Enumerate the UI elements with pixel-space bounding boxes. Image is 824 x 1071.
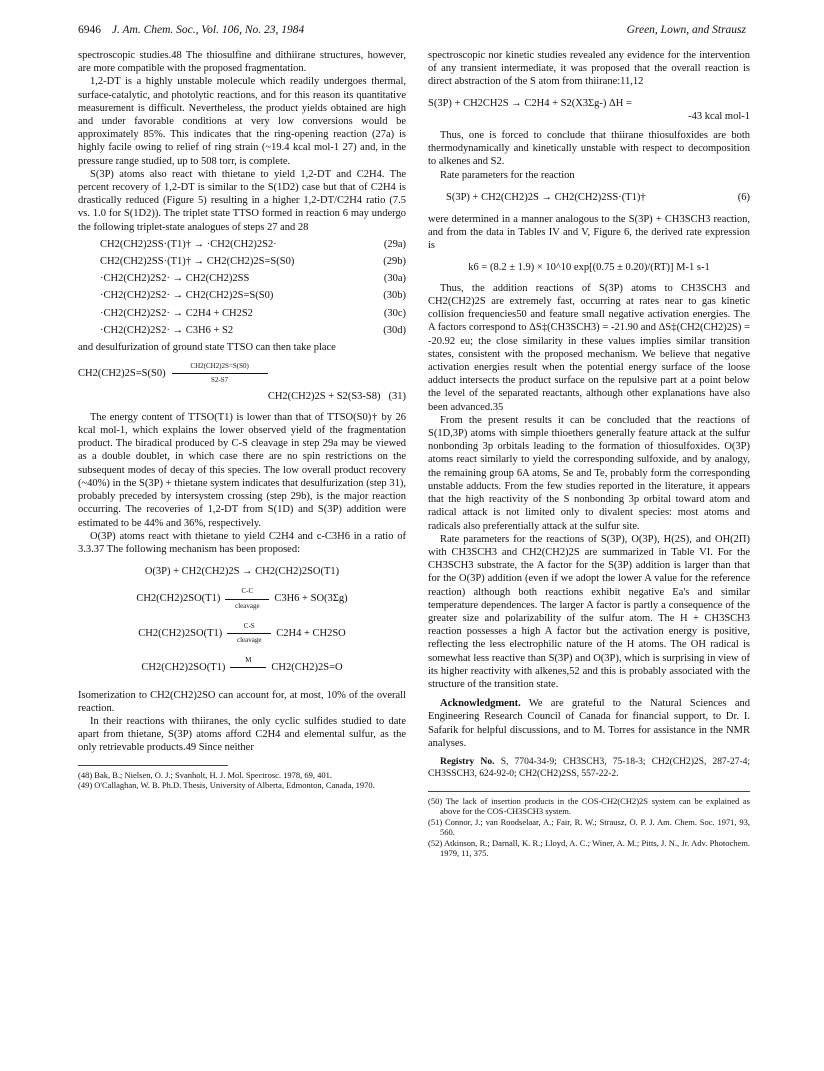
footnote: (49) O'Callaghan, W. B. Ph.D. Thesis, University of Alberta, Edmonton, Canada, 1970.	[78, 780, 375, 791]
footnote-divider	[78, 765, 228, 766]
acknowledgment-text: We are grateful to the Natural Sciences and Engineering Research Council of Canada for financial support, to Dr. I. Safarik for helpful discussions, and to M. Torres for assistance in the NMR analyses.	[428, 698, 750, 749]
paragraph: spectroscopic studies.48 The thiosulfine and dithiirane structures, however, are more compatible with the proposed fragmentation.	[78, 50, 406, 75]
rate-expression	[428, 261, 750, 274]
arrow-label-under: cleavage	[236, 635, 262, 644]
running-authors: Green, Lown, and Strausz	[626, 24, 746, 36]
acknowledgment-title: Acknowledgment.	[440, 698, 521, 710]
equation-number: (30a)	[383, 273, 406, 285]
paragraph: O(3P) atoms react with thietane to yield C2H4 and c-C3H6 in a ratio of 3.3.37 The following mechanism has been proposed:	[78, 530, 406, 555]
equation-body: ·CH2(CH2)2S2· → C3H6 + S2	[100, 324, 234, 336]
equation-body: ·CH2(CH2)2S2· → CH2(CH2)2S=S(S0)	[100, 290, 274, 302]
equation-body: CH2(CH2)2SS·(T1)† → CH2(CH2)2S=S(S0)	[100, 256, 295, 268]
paragraph: The energy content of TTSO(T1) is lower than that of TTSO(S0)† by 26 kcal mol-1, which explains the lower observed yield of the fragmentation product. The biradical produced by C-S cleavage in step 29a may be viewed as a double doublet, in which case there are no spin restrictions on the subsequent modes of decay of this species. The low overall product recovery (~40%) in the S(3P) + thietane system indicates that desulfurization (step 31), probably preceded by intersystem crossing (step 29b), is the major reaction occurring. The recoveries of 1,2-DT from S(1D) and S(3P) addition were estimated to be 44% and 36%, respectively.	[78, 411, 406, 529]
arrow-label-over: CH2(CH2)2S=S(S0)	[190, 362, 249, 371]
equation-rhs: C2H4 + CH2SO	[276, 627, 346, 639]
left-column	[78, 49, 406, 791]
equation-number: (30d)	[383, 324, 406, 336]
footnote: (51) Connor, J.; van Roodselaar, A.; Fair, R. W.; Strausz, O. P. J. Am. Chem. Soc. 1971, 93, 560.	[428, 816, 750, 838]
equation-body: S(3P) + CH2CH2S → C2H4 + S2(X3Σg-) ΔH =	[428, 97, 632, 109]
right-column	[428, 49, 750, 859]
equation-30b	[78, 289, 406, 302]
equation-body: ·CH2(CH2)2S2· → CH2(CH2)2SS	[100, 273, 250, 285]
registry-title: Registry No.	[440, 756, 495, 767]
equation-lhs: CH2(CH2)2SO(T1)	[141, 662, 226, 674]
paragraph: From the present results it can be concluded that the reactions of S(1D,3P) atoms with simple thioethers generally feature attack at the sulfur nonbonding 3p orbitals leading to the formation of thiosulfoxides. O(3P) atoms react similarly to yield the corresponding sulfoxide, and by analogy, the remaining group 6A atoms, Se and Te, probably form the corresponding unstable adducts. From the few studies reported in the literature, it appears that the high reactivity of the S nonbonding 3p orbital toward atom and radical attack is not limited only to divalent species: most atoms and radicals also preferentially attack at the sulfur site.	[428, 414, 750, 532]
arrow-label-over: M	[245, 656, 252, 665]
paragraph: Thus, the addition reactions of S(3P) atoms to CH3SCH3 and CH2(CH2)2S are extremely fast, occurring at rates near to gas kinetic collision frequencies50 and feature small negative activation energies. The A factors correspond to ΔS‡(CH3SCH3) = -21.90 and ΔS‡(CH2(CH2)2S) = -20.92 eu; the close similarity in these values implies similar transition states, consistent with the proposed mechanism. We believe that negative activation energies result when the potential energy surface of the loose adduct intersects the product surface on the repulsive part at a point below the level of the separated reactants, although other explanations have also been advanced.35	[428, 282, 750, 413]
equation-rhs: CH2(CH2)2S=O	[271, 662, 343, 674]
paragraph: spectroscopic nor kinetic studies revealed any evidence for the intervention of any transient intermediate, it was proposed that the overall reaction is direct abstraction of the S atom from thiirane:11,12	[428, 50, 750, 88]
equation-number: (31)	[388, 390, 406, 402]
running-header	[78, 24, 746, 42]
equation-6	[428, 191, 750, 204]
equation-rhs: CH2(CH2)2S + S2(S3-S8)	[267, 390, 381, 402]
equation-body: k6 = (8.2 ± 1.9) × 10^10 exp[(0.75 ± 0.20)/(RT)] M-1 s-1	[468, 261, 710, 273]
equation-number: (30b)	[383, 290, 406, 302]
equation-O1	[78, 565, 406, 578]
equation-number: (29a)	[383, 238, 406, 250]
equation-O2	[78, 585, 406, 612]
equation-thiirane-abstraction	[428, 97, 750, 123]
arrow-label-under: S2-S7	[211, 376, 229, 385]
journal-citation: J. Am. Chem. Soc., Vol. 106, No. 23, 1984	[111, 24, 305, 36]
equation-30c	[78, 307, 406, 320]
equation-rhs: C3H6 + SO(3Σg)	[274, 593, 348, 605]
arrow-label-under: cleavage	[235, 601, 260, 610]
footnote: (48) Bak, B.; Nielsen, O. J.; Svanholt, H. J. Mol. Spectrosc. 1978, 69, 401.	[78, 769, 333, 780]
paragraph: 1,2-DT is a highly unstable molecule which readily undergoes thermal, surface-catalytic, and photolytic reactions, and for this reason its quantitative measurement is difficult. Nevertheless, the product yields obtained are high and under favorable conditions at very low conversions would be approximately 85%. This indicates that the ring-opening reaction (27a) is highly facile owing to relief of ring strain (~19.4 kcal mol-1 27) and, in the pressure range studied, up to 508 torr, is complete.	[78, 76, 406, 167]
reaction-arrow	[230, 654, 266, 681]
footnote: (52) Atkinson, R.; Darnall, K. R.; Lloyd, A. C.; Winer, A. M.; Pitts, J. N., Jr. Adv. Photochem. 1979, 11, 375.	[428, 837, 750, 859]
equation-29b	[78, 255, 406, 268]
equation-30d	[78, 324, 406, 337]
equation-29a	[78, 238, 406, 251]
equation-lhs: CH2(CH2)2SO(T1)	[138, 627, 223, 639]
paragraph: and desulfurization of ground state TTSO can then take place	[78, 342, 336, 354]
footnote: (50) The lack of insertion products in the COS-CH2(CH2)2S system can be explained as above for the COS-CH3SCH3 system.	[428, 795, 750, 817]
equation-body: O(3P) + CH2(CH2)2S → CH2(CH2)2SO(T1)	[144, 566, 340, 578]
registry-text: S, 7704-34-9; CH3SCH3, 75-18-3; CH2(CH2)2S, 287-27-4; CH3SSCH3, 624-92-0; CH2(CH2)2SS, 557-22-2.	[428, 756, 751, 780]
equation-body: ·CH2(CH2)2S2· → C2H4 + CH2S2	[100, 307, 253, 319]
acknowledgment	[428, 697, 750, 750]
equation-number: (30c)	[383, 307, 406, 319]
equation-O3	[78, 620, 406, 647]
equation-30a	[78, 272, 406, 285]
paragraph: were determined in a manner analogous to the S(3P) + CH3SCH3 reaction, and from the data in Tables IV and V, Figure 6, the derived rate expression is	[428, 214, 750, 252]
equation-number: (29b)	[383, 256, 406, 268]
footnote-divider	[428, 791, 750, 792]
equation-lhs: CH2(CH2)2SO(T1)	[136, 593, 221, 605]
reaction-arrow	[225, 585, 269, 612]
arrow-label-over: C-S	[243, 621, 255, 630]
paragraph: Isomerization to CH2(CH2)2SO can account for, at most, 10% of the overall reaction.	[78, 689, 406, 714]
equation-body: S(3P) + CH2(CH2)2S → CH2(CH2)2SS·(T1)†	[446, 191, 646, 203]
page-number: 6946	[78, 24, 101, 36]
equation-number: (6)	[737, 191, 750, 203]
equation-lhs: CH2(CH2)2S=S(S0)	[78, 368, 166, 380]
paragraph: Thus, one is forced to conclude that thiirane thiosulfoxides are both thermodynamically and kinetically unstable with respect to decomposition to alkenes and S2.	[428, 130, 750, 168]
paragraph: In their reactions with thiiranes, the only cyclic sulfides studied to date apart from thietane, S(3P) atoms afford C2H4 and elemental sulfur, as the only retrievable products.49 Since neither	[78, 715, 406, 754]
paragraph: Rate parameters for the reactions of S(3P), O(3P), H(2S), and OH(2Π) with CH3SCH3 and CH2(CH2)2S are summarized in Table VI. For the CH3SCH3 substrate, the A factor for the S(3P) addition is larger than that for the O(3P) addition (even if we adopt the lower A value for the reference reaction) although both reactions exhibit negative Ea's and similar temperature dependences. The larger A factor is partly a consequence of the greater size and polarizability of the sulfur atom. The H + CH3SCH3 reaction possesses a high A factor but the activation energy is positive, reflecting the less electrophilic nature of the H atoms. The OH radical is somewhat less reactive than S(3P) and O(3P), which is surprising in view of its higher reactivity with alkenes,52 and this is probably associated with the structure of the transition state.	[428, 533, 750, 690]
reaction-arrow	[227, 620, 271, 647]
equation-body: CH2(CH2)2SS·(T1)† → ·CH2(CH2)2S2·	[100, 238, 277, 250]
paragraph: Rate parameters for the reaction	[440, 169, 575, 181]
registry-numbers	[428, 756, 750, 781]
equation-O4	[78, 654, 406, 681]
paragraph: S(3P) atoms also react with thietane to yield 1,2-DT and C2H4. The percent recovery of 1,2-DT is similar to the S(1D2) case but that of C2H4 is drastically reduced (Figure 5) resulting in a higher 1,2-DT/C2H4 ratio (7.5 vs. 1.0 for S(1D2)). The triplet state TTSO formed in reaction 6 may undergo the following triplet-state analogues of steps 27 and 28	[78, 168, 406, 233]
arrow-label-over: C-C	[241, 587, 254, 596]
equation-value: -43 kcal mol-1	[688, 110, 750, 122]
reaction-arrow	[172, 360, 268, 387]
equation-31	[78, 360, 406, 403]
